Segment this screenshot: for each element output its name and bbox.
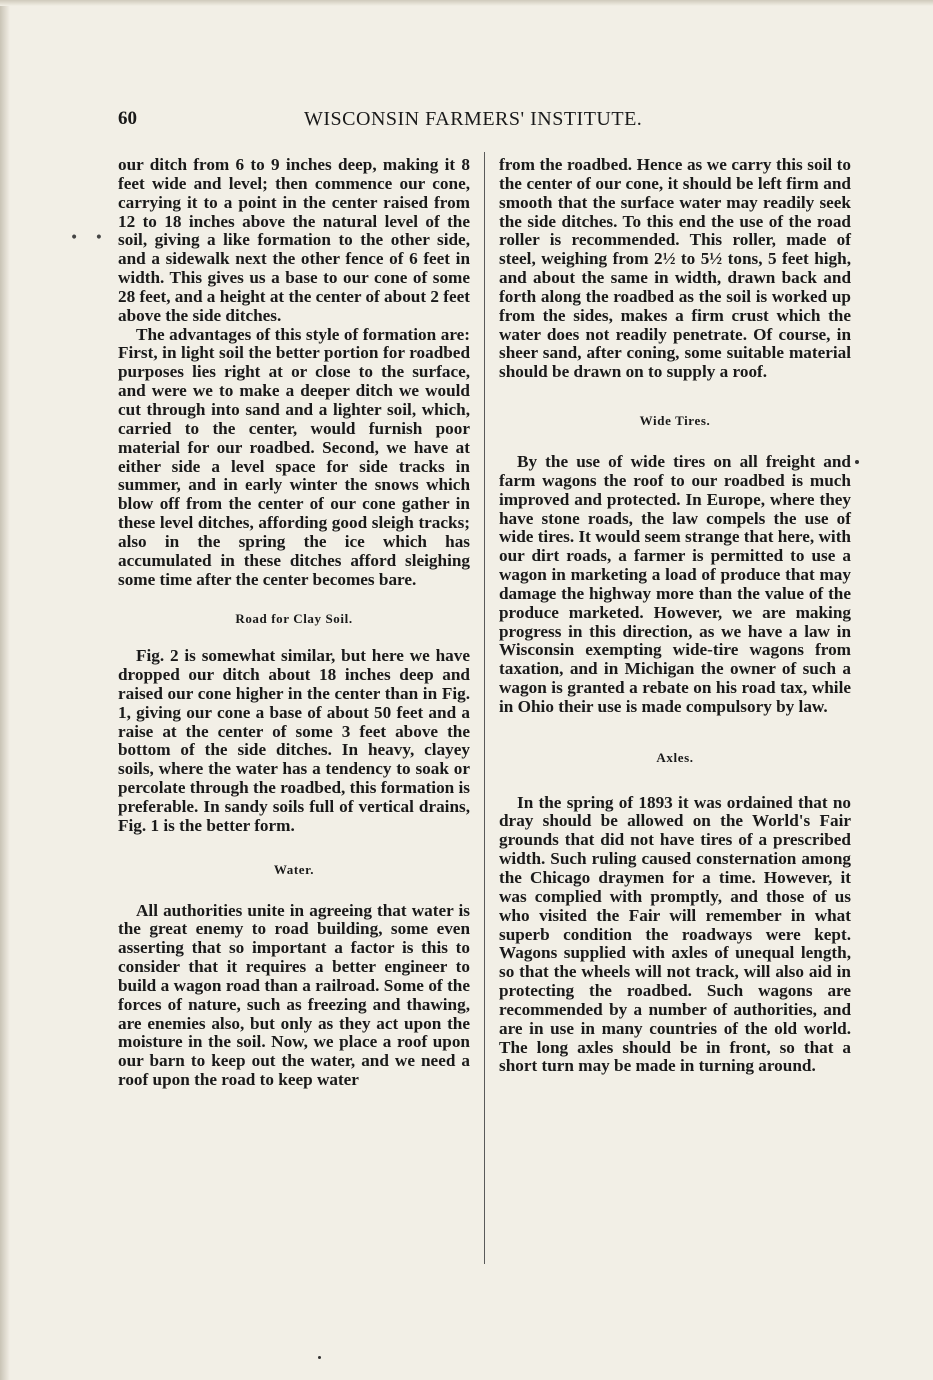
paragraph: from the roadbed. Hence as we carry this soil to the center of our cone, it should be left firm and smooth that the surface water may readily seek the side ditches. To this end the use of the road roller is recommended. This roller, made of steel, weighing from 2½ to 5½ tons, 5 feet high, and about the same in width, drawn back and forth along the roadbed as the soil is worked up from the sides, makes a firm crust which the water does not readily penetrate. Of course, in sheer sand, after coning, some suitable material should be drawn on to supply a roof. — [499, 155, 851, 382]
section-heading-axles: Axles. — [656, 749, 694, 765]
paragraph: All authorities unite in agreeing that water is the great enemy to road building, some even asserting that so important a factor is this to consider that it requires a better engineer to build a wagon road than a railroad. Some of the forces of nature, such as freezing and thawing, are enemies also, but only as they act upon the moisture in the soil. Now, we place a roof upon our barn to keep out the water, and we need a roof upon the road to keep water — [118, 900, 470, 1090]
paragraph: In the spring of 1893 it was ordained that no dray should be allowed on the World's Fair grounds that did not have tires of a prescribed width. Such ruling caused consternation among the Chicago draymen for a time. However, it was complied with promptly, and those of us who visited the Fair will remember in what superb condition the roadways were kept. Wagons supplied with axles of unequal length, so that the wheels will not track, will also aid in protecting the roadbed. Such wagons are recommended by a number of authorities, and are in use in many countries of the old world. The long axles should be in front, so that a short turn may be made in turning around. — [499, 792, 851, 1076]
section-heading-clay-soil: Road for Clay Soil. — [235, 611, 353, 627]
running-title: WISCONSIN FARMERS' INSTITUTE. — [304, 108, 643, 130]
section-heading-wide-tires: Wide Tires. — [639, 413, 711, 429]
margin-dots: • • — [70, 230, 109, 246]
page-top-shadow — [0, 0, 933, 6]
paragraph: The advantages of this style of formation are: First, in light soil the better portion for roadbed purposes lies right at or close to the surface, and were we to make a deeper ditch we would cut through into sand and a lighter soil, which, carried to the center, would furnish poor material for our roadbed. Second, we have at either side a level space for side tracks in summer, and in early winter the snows which blow off from the center of our cone gather in these level ditches, affording good sleigh tracks; also in the spring the ice which has accumulated in these ditches afford sleighing some time after the center becomes bare. — [118, 324, 470, 589]
paragraph: our ditch from 6 to 9 inches deep, making it 8 feet wide and level; then commence our cone, carrying it to a point in the center raised from 12 to 18 inches above the natural level of the soil, giving a like formation to the other side, and a sidewalk next the other fence of 6 feet in width. This gives us a base to our cone of some 28 feet, and a height at the center of about 2 feet above the side ditches. — [118, 155, 470, 325]
page-header — [118, 108, 858, 138]
section-heading-water: Water. — [273, 861, 315, 877]
page-edge-shadow — [0, 0, 10, 1380]
paragraph: Fig. 2 is somewhat similar, but here we have dropped our ditch about 18 inches deep and raised our cone higher in the center than in Fig. 1, giving our cone a base of about 50 feet and a raise at the center of some 3 feet above the bottom of the side ditches. In heavy, clayey soils, where the water has a tendency to soak or percolate through the roadbed, this formation is preferable. In sandy soils full of vertical drains, Fig. 1 is the better form. — [118, 646, 470, 835]
page-number: 60 — [118, 108, 137, 129]
right-column — [499, 156, 851, 1076]
print-speck — [318, 1356, 321, 1359]
column-divider — [484, 152, 485, 1264]
left-column — [118, 156, 470, 1090]
print-speck — [855, 460, 859, 464]
paragraph: By the use of wide tires on all freight and farm wagons the roof to our roadbed is much improved and protected. In Europe, where they have stone roads, the law compels the use of wide tires. It would seem strange that here, with our dirt roads, a farmer is permitted to use a wagon in marketing a load of produce that may damage the highway more than the value of the produce marketed. However, we are making progress in this direction, as we have a law in Wisconsin exempting wide-tire wagons from taxation, and in Michigan the owner of such a wagon is granted a rebate on his road tax, while in Ohio their use is made compulsory by law. — [499, 451, 851, 716]
